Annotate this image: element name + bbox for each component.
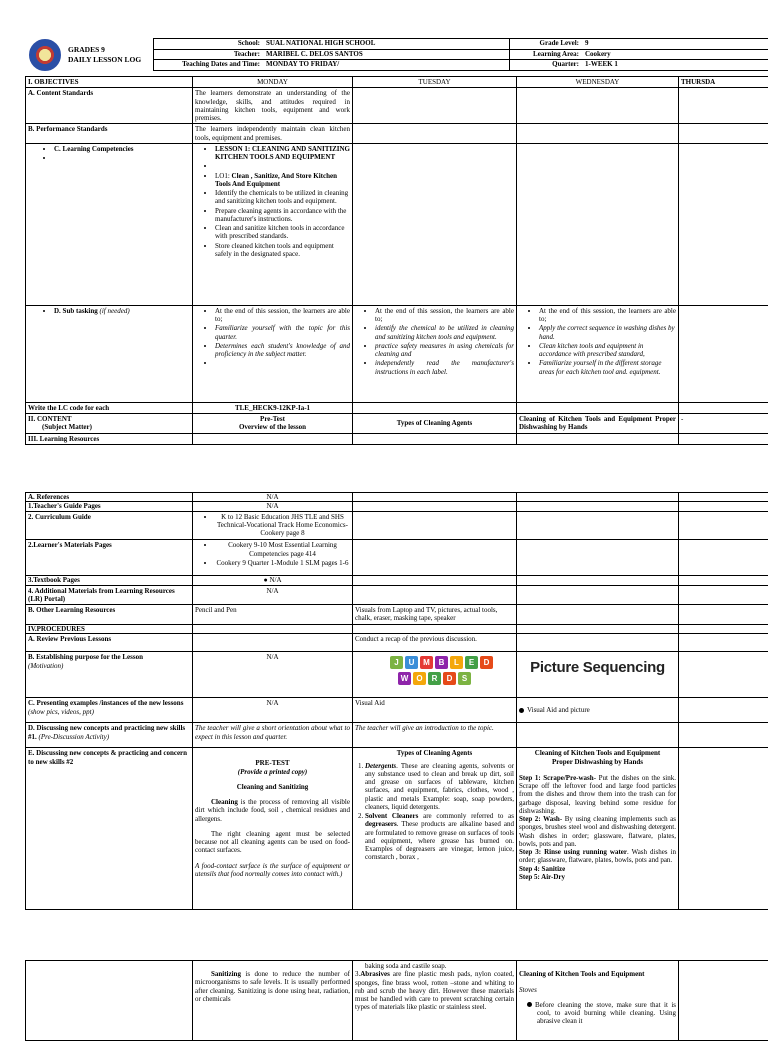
jumbled-letter-tile: L [450, 656, 463, 669]
jumbled-letter-tile: B [435, 656, 448, 669]
logo-cell [25, 39, 65, 71]
title-line2: DAILY LESSON LOG [68, 55, 150, 65]
header-table [25, 38, 768, 71]
learners-materials-label: 2.Learner's Materials Pages [26, 540, 193, 576]
competency-item: • Store cleaned kitchen tools and equipment safely in the designated space. [215, 242, 350, 259]
dates-label: Teaching Dates and Time: [153, 60, 263, 71]
content-standards-label: A. Content Standards [26, 88, 193, 124]
performance-standards-label: B. Performance Standards [26, 124, 193, 144]
jumbled-letter-tile: W [398, 672, 411, 685]
area-value: Cookery [582, 49, 768, 60]
jumbled-letter-tile: S [458, 672, 471, 685]
lo1-line: • LO1: Clean , Sanitize, And Store Kitchen Tools And Equipment [215, 172, 350, 189]
jumbled-letter-tile: J [390, 656, 403, 669]
jumbled-letter-tile: U [405, 656, 418, 669]
wednesday-heading: WEDNESDAY [517, 77, 679, 88]
jumbled-letter-tile: D [443, 672, 456, 685]
purpose-label-cell: B. Establishing purpose for the Lesson (Motivation) [26, 652, 193, 698]
discuss2-label: E. Discussing new concepts & practicing and concern to new skills #2 [26, 748, 193, 910]
lc-code-monday: TLE_HECK9-12KP-Ia-1 [193, 402, 353, 413]
subtasking-label-cell: • D. Sub tasking (if needed) [26, 305, 193, 402]
teachers-guide-label: 1.Teacher's Guide Pages [26, 502, 193, 511]
content-label: II. CONTENT (Subject Matter) [26, 414, 193, 434]
quarter-value: 1-WEEK 1 [582, 60, 768, 71]
content-standards-wednesday [517, 88, 679, 124]
competency-item: • Identify the chemicals to be utilized in cleaning and sanitizing kitchen tools and equipment. [215, 189, 350, 206]
subtasking-tuesday: • At the end of this session, the learners are able to; • identify the chemical to be utilized in cleaning and sanitizing kitchen tools and equipment. • practice safety measures in using chemicals for cleaning and • independently read the manufacturer's instructions in each label. [353, 305, 517, 402]
quarter-label: Quarter: [509, 60, 582, 71]
teacher-value: MARIBEL C. DELOS SANTOS [263, 49, 509, 60]
content-wednesday: Cleaning of Kitchen Tools and Equipment Proper Dishwashing by Hands [517, 414, 679, 434]
thursday-heading: THURSDA [679, 77, 768, 88]
jumbled-banner-row1 [390, 656, 514, 669]
sanitizing-cell: Sanitizing is done to reduce the number of microorganisms to safe levels. It is usually performed after cleaning. Sanitizing is done using heat, radiation, or chemicals [193, 961, 353, 1041]
discuss1-label-cell: D. Discussing new concepts and practicing new skills #1. (Pre-Discussion Activity) [26, 723, 193, 748]
curriculum-guide-value: • K to 12 Basic Education JHS TLE and SHS Technical-Vocational Track Home Economics- Cookery page 8 [215, 513, 350, 538]
examples-label-cell: C. Presenting examples /instances of the new lessons (show pics, videos, ppt) [26, 698, 193, 723]
performance-standards-monday: The learners independently maintain clean kitchen tools, equipment and premises. [193, 124, 353, 144]
content-standards-thursday [679, 88, 768, 124]
monday-heading: MONDAY [193, 77, 353, 88]
resources-procedures-table: A. References N/A 1.Teacher's Guide Pages N/A 2. Curriculum Guide • K to 12 Basic Education JHS TLE and SHS Technical-Vocational Track Home Economics- Cookery page 8 2.Learner's Materials Pages • Cookery 9-10 Most Essential Learning Competencies page 414 • Cookery 9 Quarter 1-Module 1 SLM pages 1-6 3.Textbook Pages ● N/A 4. Additional Materials from Learning Resources (LR) Portal) N/A B. Other Learning Resources Pencil and Pen Visuals from Laptop and TV, pictures, actual tools, chalk, eraser, masking tape, speaker IV.PROCEDURES A. Review Previous Lessons Conduct a recap of the previous discussion. B. Establishing purpose for the Lesson (Motivation) N/A J U M B L E D W O R D S Picture Sequencing C. Presenting examples /instances of the new lessons (show pics, videos, ppt) N/A Visual Aid Visual Aid and picture D. Discussing new concepts and practicing new skills #1. (Pre-Discussion Activity) The teacher will give a short orientation about what to expect in this lesson and quarter. The teacher will give an introduction to the topic. E. Discussing new concepts & practicing and concern to new skills #2 PRE-TEST (Provide a printed copy) Cleaning and Sanitizing Cleaning is the process of removing all visible dirt which include food, soil , chemical residues and allergens. The right cleaning agent must be selected because not all cleaning agents can be used on food- contact surfaces. A food-contact surface is the surface of equipment or utensils that food normally comes into contact with.) Types of Cleaning Agents 1. Detergents. These are cleaning agents, solvents or any substance used to clean and break up dirt, soil and grease on surfaces of tableware, kitchen surfaces, and equipment, fabrics, clothes, wood , plastic and metals Example: soap, soap powders, cleaners, liquid detergents. 2. Solvent Cleaners are commonly referred to as degreasers. These products are alkaline based and are formulated to remove grease on surfaces of tools and equipment, where grease has burned on. Examples of degreasers are vinegar, lemon juice, cornstarch , borax , Cleaning of Kitchen Tools and Equipment Proper Dishwashing by Hands Step 1: Scrape/Pre-wash- Put the dishes on the sink. Scrape off the leftover food and large food particles from the dishes and throw them into the trash can for garbage disposal, leaving behind some residue for dishwashing. Step 2: Wash- By using cleaning implements such as sponges, brushes steel wool and dishwashing detergent. Wash dishes in order; glassware, flatware, plates, bowls, pots and pan. Step 3: Rinse using running water. Wash dishes in order; glassware, flatware, plates, bowls, pots and pan. Step 4: Sanitize Step 5: Air-Dry [25, 492, 768, 910]
objectives-table [25, 76, 768, 445]
content-tuesday: Types of Cleaning Agents [353, 414, 517, 434]
picture-sequencing-title: Picture Sequencing [519, 659, 676, 677]
jumbled-letter-tile: R [428, 672, 441, 685]
jumbled-words-cell [353, 652, 517, 698]
jumbled-letter-tile: O [413, 672, 426, 685]
lesson-title: • LESSON 1: CLEANING AND SANITIZING KITCHEN TOOLS AND EQUIPMENT [215, 145, 350, 162]
lc-code-label: Write the LC code for each [26, 402, 193, 413]
subtasking-monday: • At the end of this session, the learners are able to; • Familiarize yourself with the topic for this quarter. • Determines each student's knowledge of and proficiency in the subject matter. • [193, 305, 353, 402]
abrasives-cell: baking soda and castile soap. 3.Abrasives are fine plastic mesh pads, nylon coated, sponges, fine brass wool, rotten –stone and whiting to rub and scrub the heavy dirt. However these materials must be handled with care to prevent scratching certain types of materials like plastic or stainless steel. [353, 961, 517, 1041]
stoves-cell: Cleaning of Kitchen Tools and Equipment Stoves Before cleaning the stove, make sure that it is cool, to avoid burning while cleaning. Using abrasive clean it [517, 961, 679, 1041]
learning-resources-label: III. Learning Resources [26, 434, 193, 445]
competencies-monday [193, 143, 353, 305]
other-resources-label: B. Other Learning Resources [26, 605, 193, 625]
title-line1: GRADES 9 [68, 45, 150, 55]
review-label: A. Review Previous Lessons [26, 634, 193, 652]
procedures-label: IV.PROCEDURES [26, 625, 193, 634]
bullet-icon [519, 708, 524, 713]
content-monday: Pre-Test Overview of the lesson [193, 414, 353, 434]
school-value: SUAL NATIONAL HIGH SCHOOL [263, 39, 509, 50]
content-thursday: - [679, 414, 768, 434]
title-cell [65, 39, 153, 71]
pretest-cell: PRE-TEST (Provide a printed copy) Cleaning and Sanitizing Cleaning is the process of removing all visible dirt which include food, soil , chemical residues and allergens. The right cleaning agent must be selected because not all cleaning agents can be used on food- contact surfaces. A food-contact surface is the surface of equipment or utensils that food normally comes into contact with.) [193, 748, 353, 910]
jumbled-letter-tile: E [465, 656, 478, 669]
lr-portal-label: 4. Additional Materials from Learning Resources (LR) Portal) [26, 585, 193, 605]
references-label: A. References [26, 493, 193, 502]
review-tuesday: Conduct a recap of the previous discussion. [353, 634, 517, 652]
area-label: Learning Area: [509, 49, 582, 60]
jumbled-banner-row2 [398, 672, 514, 685]
objectives-heading: I. OBJECTIVES [26, 77, 193, 88]
bullet-icon [527, 1002, 532, 1007]
teacher-label: Teacher: [153, 49, 263, 60]
school-label: School: [153, 39, 263, 50]
subtasking-wednesday: • At the end of this session, the learners are able to; • Apply the correct sequence in washing dishes by hand. • Clean kitchen tools and equipment in accordance with prescribed standard, • Familiarize yourself in the different storage areas for each kitchen tool and. equipment. [517, 305, 679, 402]
grade-label: Grade Level: [509, 39, 582, 50]
content-standards-monday: The learners demonstrate an understanding of the knowledge, skills, and attitudes required in maintaining kitchen tools, equipment and work premises. [193, 88, 353, 124]
tuesday-heading: TUESDAY [353, 77, 517, 88]
competencies-label: • C. Learning Competencies [54, 145, 190, 153]
jumbled-letter-tile: M [420, 656, 433, 669]
continuation-table [25, 960, 768, 1041]
curriculum-guide-label: 2. Curriculum Guide [26, 511, 193, 540]
content-standards-tuesday [353, 88, 517, 124]
jumbled-letter-tile: D [480, 656, 493, 669]
subtasking-label: D. Sub tasking [54, 307, 98, 315]
dishwashing-cell: Cleaning of Kitchen Tools and Equipment Proper Dishwashing by Hands Step 1: Scrape/Pre-wash- Put the dishes on the sink. Scrape off the leftover food and large food particles from the dishes and throw them into the trash can for garbage disposal, leaving behind some residue for dishwashing. Step 2: Wash- By using cleaning implements such as sponges, brushes steel wool and dishwashing detergent. Wash dishes in order; glassware, flatware, plates, bowls, pots and pan. Step 3: Rinse using running water. Wash dishes in order; glassware, flatware, plates, bowls, pots and pan. Step 4: Sanitize Step 5: Air-Dry [517, 748, 679, 910]
competency-item: • Clean and sanitize kitchen tools in accordance with prescribed standards. [215, 224, 350, 241]
competency-item: • Prepare cleaning agents in accordance with the manufacturer's instructions. [215, 207, 350, 224]
textbook-label: 3.Textbook Pages [26, 576, 193, 585]
dates-value: MONDAY TO FRIDAY/ [263, 60, 509, 71]
deped-seal-icon [29, 39, 61, 71]
cleaning-agents-cell: Types of Cleaning Agents 1. Detergents. These are cleaning agents, solvents or any substance used to clean and break up dirt, soil and grease on surfaces of tableware, kitchen surfaces, and equipment, fabrics, clothes, wood , plastic and metals Example: soap, soap powders, cleaners, liquid detergents. 2. Solvent Cleaners are commonly referred to as degreasers. These products are alkaline based and are formulated to remove grease on surfaces of tools and equipment, where grease has burned on. Examples of degreasers are vinegar, lemon juice, cornstarch , borax , [353, 748, 517, 910]
competencies-label-cell [26, 143, 193, 305]
grade-value: 9 [582, 39, 768, 50]
